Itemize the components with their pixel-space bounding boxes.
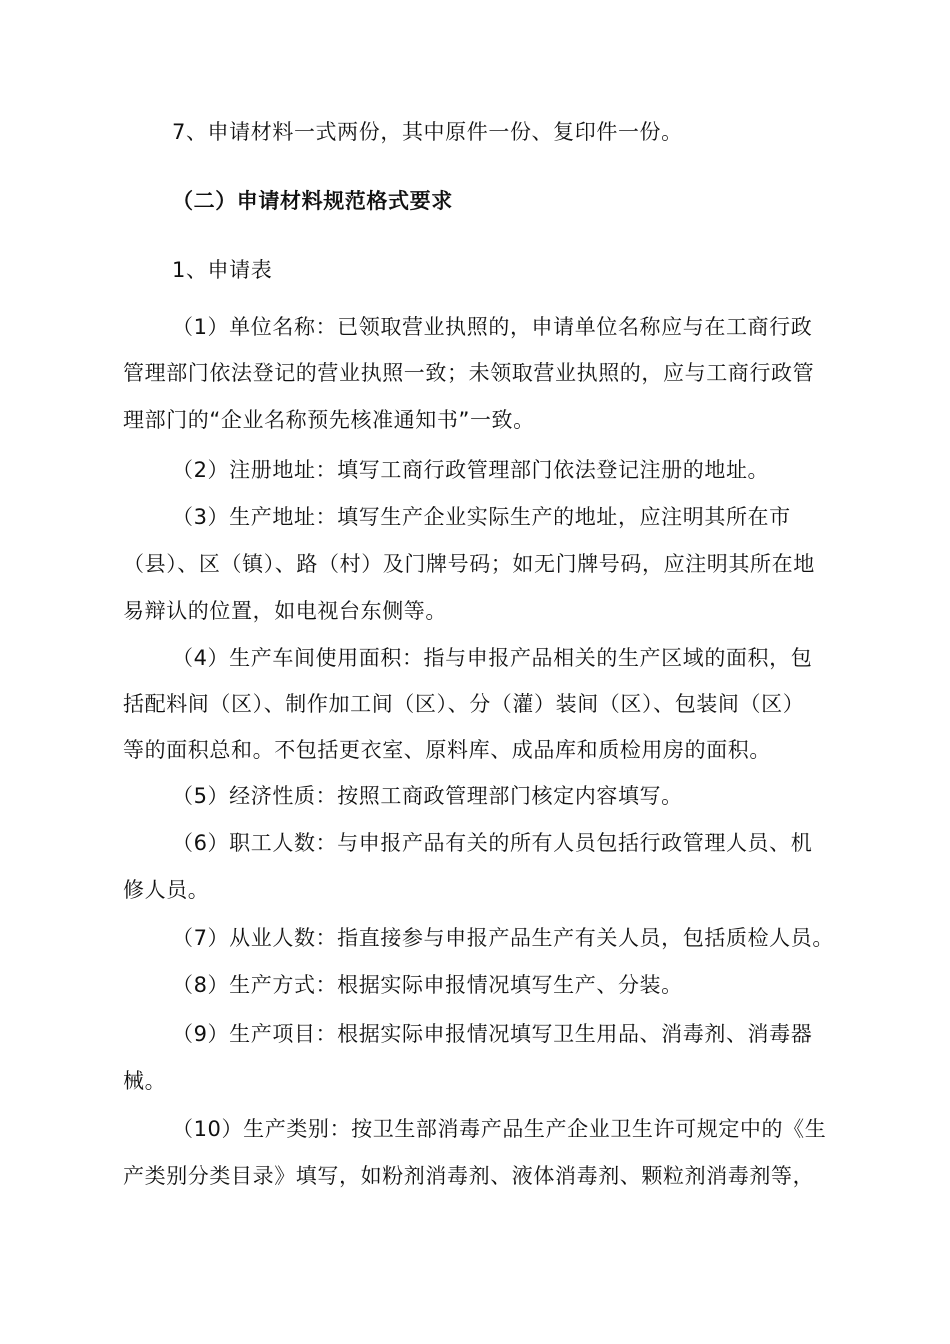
para-4-line-1: （4）生产车间使用面积：指与申报产品相关的生产区域的面积，包 — [172, 646, 813, 670]
para-1-line-3: 理部门的“企业名称预先核准通知书”一致。 — [123, 408, 535, 432]
para-7-line-1: （7）从业人数：指直接参与申报产品生产有关人员，包括质检人员。 — [172, 926, 834, 950]
para-10-line-1: （10）生产类别：按卫生部消毒产品生产企业卫生许可规定中的《生 — [172, 1117, 827, 1141]
section-heading: （二）申请材料规范格式要求 — [172, 189, 453, 213]
para-1-line-2: 管理部门依法登记的营业执照一致；未领取营业执照的，应与工商行政管 — [123, 361, 815, 385]
para-3-line-1: （3）生产地址：填写生产企业实际生产的地址，应注明其所在市 — [172, 505, 791, 529]
para-10-line-2: 产类别分类目录》填写，如粉剂消毒剂、液体消毒剂、颗粒剂消毒剂等， — [123, 1164, 815, 1188]
para-3-line-2: （县）、区（镇）、路（村）及门牌号码；如无门牌号码，应注明其所在地 — [123, 552, 815, 576]
para-4-line-2: 括配料间（区）、制作加工间（区）、分（灌）装间（区）、包装间（区） — [123, 692, 805, 716]
sub-heading-application-form: 1、申请表 — [172, 258, 273, 282]
para-1-line-1: （1）单位名称：已领取营业执照的，申请单位名称应与在工商行政 — [172, 315, 813, 339]
para-5-line-1: （5）经济性质：按照工商政管理部门核定内容填写。 — [172, 784, 683, 808]
para-9-line-1: （9）生产项目：根据实际申报情况填写卫生用品、消毒剂、消毒器 — [172, 1022, 813, 1046]
para-6-line-2: 修人员。 — [123, 878, 210, 902]
para-4-line-3: 等的面积总和。不包括更衣室、原料库、成品库和质检用房的面积。 — [123, 738, 771, 762]
para-2-line-1: （2）注册地址：填写工商行政管理部门依法登记注册的地址。 — [172, 458, 770, 482]
para-6-line-1: （6）职工人数：与申报产品有关的所有人员包括行政管理人员、机 — [172, 831, 813, 855]
para-3-line-3: 易辩认的位置，如电视台东侧等。 — [123, 599, 447, 623]
para-9-line-2: 械。 — [123, 1069, 167, 1093]
para-8-line-1: （8）生产方式：根据实际申报情况填写生产、分装。 — [172, 973, 683, 997]
item-7-text: 7、申请材料一式两份，其中原件一份、复印件一份。 — [172, 120, 683, 144]
